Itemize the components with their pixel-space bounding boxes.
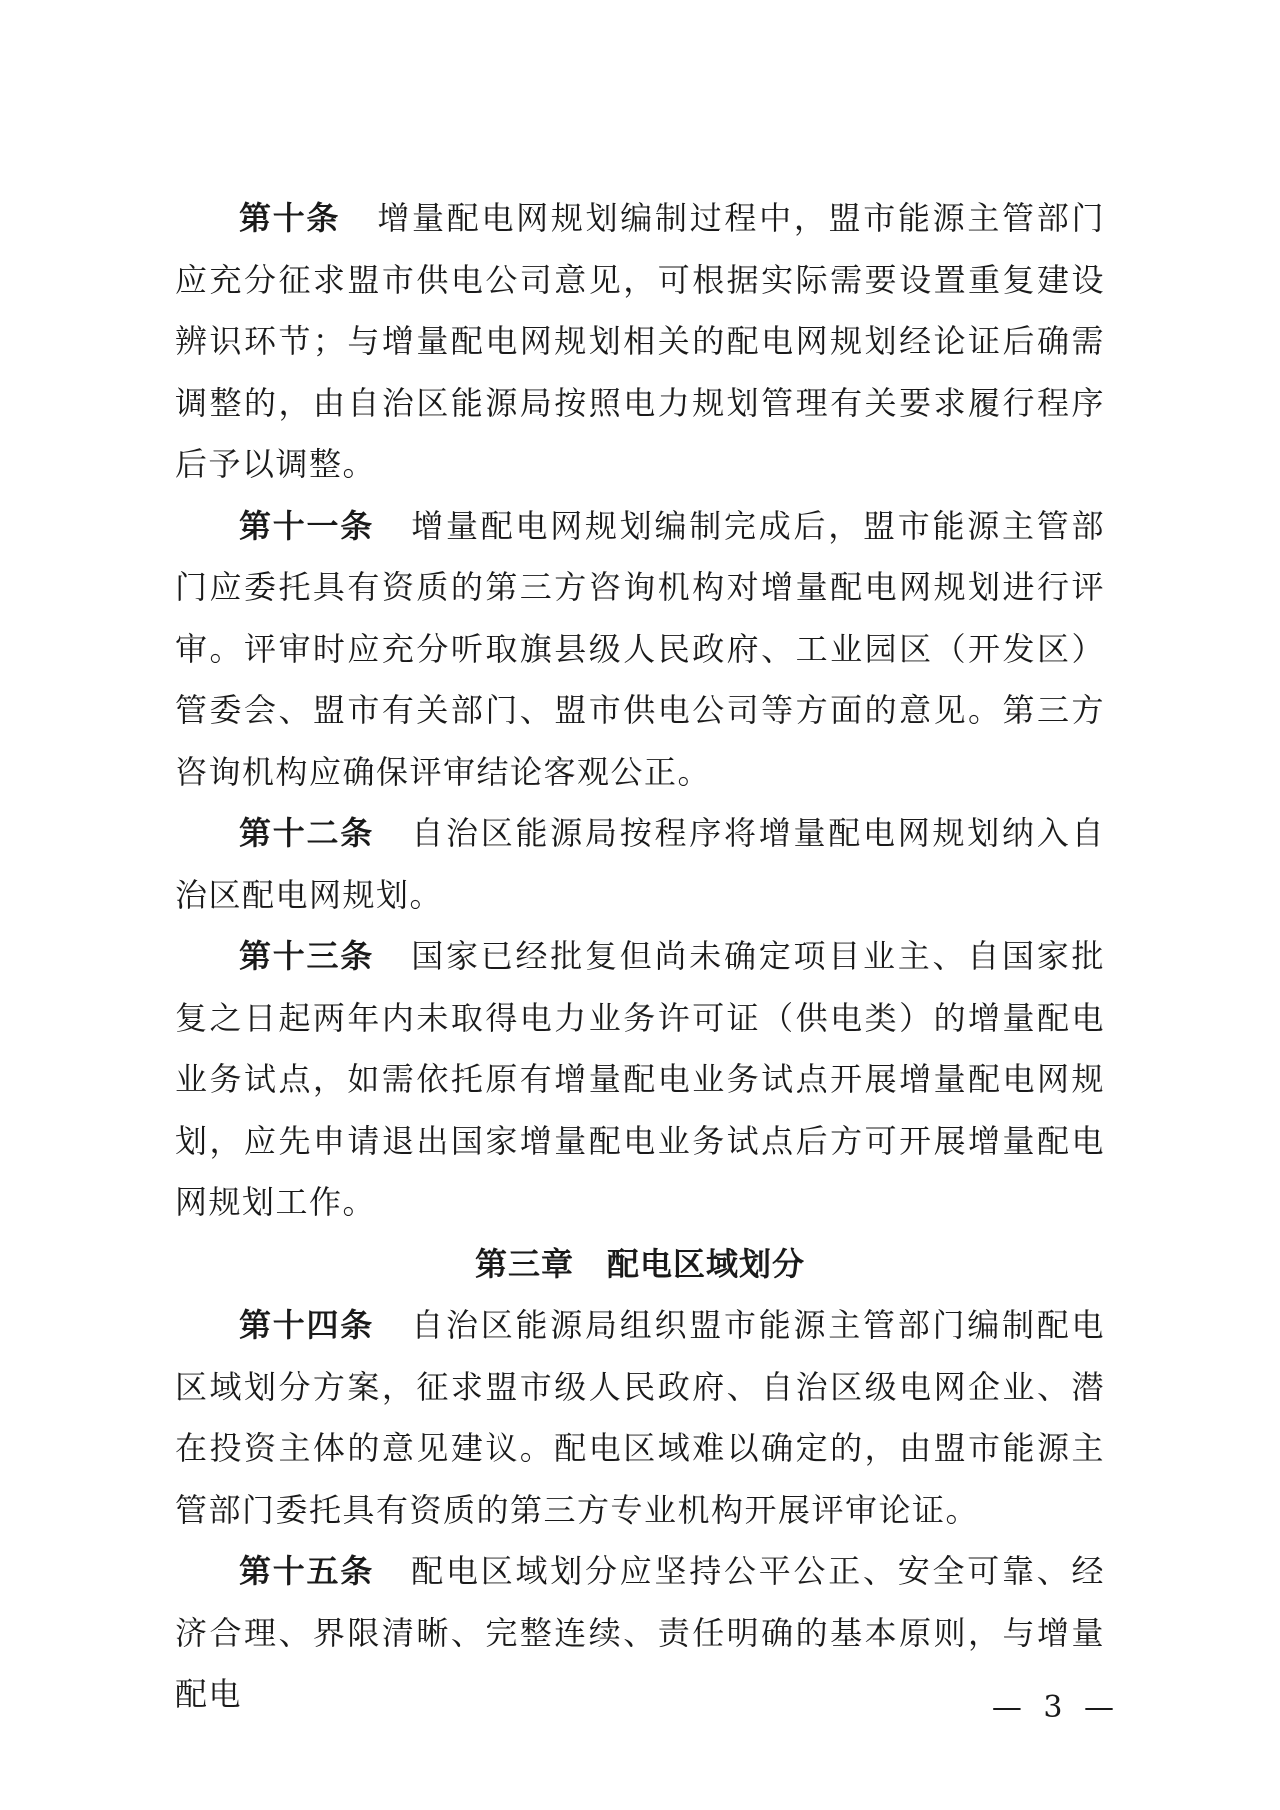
article-number: 第十条 <box>239 199 341 237</box>
article-text: 增量配电网规划编制过程中，盟市能源主管部门应充分征求盟市供电公司意见，可根据实际需要设置重复建设辨识环节；与增量配电网规划相关的配电网规划经论证后确需调整的，由自治区能源局按照电力规划管理有关要求履行程序后予以调整。 <box>175 199 1105 483</box>
document-body <box>175 188 1105 1726</box>
article-number: 第十五条 <box>239 1552 374 1590</box>
page-number: — 3 — <box>991 1690 1120 1725</box>
article-11 <box>175 496 1105 804</box>
article-number: 第十一条 <box>239 506 374 545</box>
article-15 <box>175 1541 1105 1726</box>
chapter-heading: 第三章 配电区域划分 <box>474 1244 805 1283</box>
article-12 <box>175 803 1105 926</box>
article-text: 国家已经批复但尚未确定项目业主、自国家批复之日起两年内未取得电力业务许可证（供电类）的增量配电业务试点，如需依托原有增量配电业务试点开展增量配电网规划，应先申请退出国家增量配电业务试点后方可开展增量配电网规划工作。 <box>175 937 1105 1221</box>
article-number: 第十二条 <box>239 814 374 852</box>
article-13 <box>175 926 1105 1234</box>
article-number: 第十三条 <box>239 937 374 975</box>
article-text: 自治区能源局组织盟市能源主管部门编制配电区域划分方案，征求盟市级人民政府、自治区级电网企业、潜在投资主体的意见建议。配电区域难以确定的，由盟市能源主管部门委托具有资质的第三方专业机构开展评审论证。 <box>175 1306 1105 1529</box>
article-text: 配电区域划分应坚持公平公正、安全可靠、经济合理、界限清晰、完整连续、责任明确的基本原则，与增量配电 <box>175 1552 1105 1713</box>
article-number: 第十四条 <box>239 1306 374 1344</box>
article-14 <box>175 1295 1105 1541</box>
article-10 <box>175 188 1105 496</box>
article-text: 自治区能源局按程序将增量配电网规划纳入自治区配电网规划。 <box>175 814 1105 914</box>
article-text: 增量配电网规划编制完成后，盟市能源主管部门应委托具有资质的第三方咨询机构对增量配电网规划进行评审。评审时应充分听取旗县级人民政府、工业园区（开发区）管委会、盟市有关部门、盟市供电公司等方面的意见。第三方咨询机构应确保评审结论客观公正。 <box>175 506 1105 791</box>
